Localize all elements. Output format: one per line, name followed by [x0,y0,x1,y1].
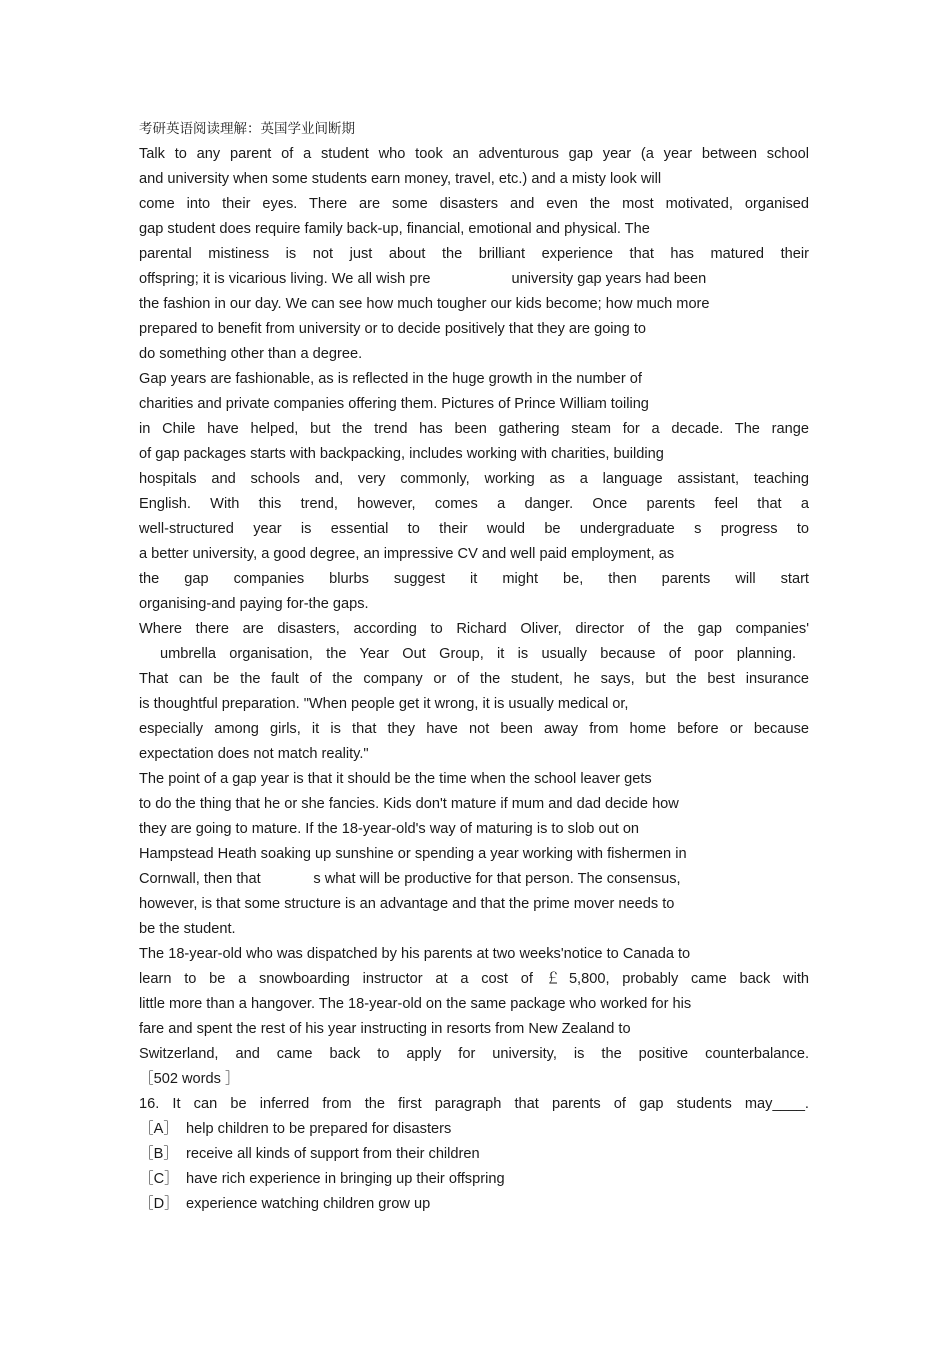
passage-line: Cornwall, then that s what will be productive for that person. The consensus, [139,871,681,887]
passage-line: hospitals and schools and, very commonly, working as a language assistant, teaching [139,471,809,487]
option-text: have rich experience in bringing up their offspring [186,1171,505,1187]
option-text: experience watching children grow up [186,1196,431,1212]
passage-line: Gap years are fashionable, as is reflected in the huge growth in the number of [139,371,642,387]
passage-line: offspring; it is vicarious living. We all wish pre university gap years had been [139,271,707,287]
passage-line: fare and spent the rest of his year instructing in resorts from New Zealand to [139,1021,631,1037]
passage-line: especially among girls, it is that they have not been away from home before or because [139,721,809,737]
passage-line: be the student. [139,921,236,937]
passage-line: they are going to mature. If the 18-year-old's way of maturing is to slob out on [139,821,640,837]
passage-line: the fashion in our day. We can see how much tougher our kids become; how much more [139,296,710,312]
passage-line: The point of a gap year is that it should be the time when the school leaver gets [139,771,652,787]
passage-line: is thoughtful preparation. "When people get it wrong, it is usually medical or, [139,696,629,712]
passage-line: do something other than a degree. [139,346,363,362]
question-stem: 16. It can be inferred from the first paragraph that parents of gap students may____. [139,1096,809,1112]
passage-line: charities and private companies offering them. Pictures of Prince William toiling [139,396,649,412]
passage-line: little more than a hangover. The 18-year-old on the same package who worked for his [139,996,692,1012]
passage-line: Hampstead Heath soaking up sunshine or spending a year working with fishermen in [139,846,687,862]
passage-line: That can be the fault of the company or of the student, he says, but the best insurance [139,671,809,687]
passage-line: and university when some students earn money, travel, etc.) and a misty look will [139,171,662,187]
option-letter: ［B］ [139,1146,178,1162]
passage-line: of gap packages starts with backpacking, includes working with charities, building [139,446,664,462]
passage-line: umbrella organisation, the Year Out Group, it is usually because of poor planning. [160,646,796,662]
answer-option-b[interactable] [139,1143,480,1165]
option-letter: ［D］ [139,1196,179,1212]
passage-line: organising-and paying for-the gaps. [139,596,369,612]
passage-line: well-structured year is essential to their would be undergraduate s progress to [139,521,809,537]
passage-line: Talk to any parent of a student who took an adventurous gap year (a year between school [139,146,809,162]
passage-line: gap student does require family back-up, financial, emotional and physical. The [139,221,650,237]
passage-line: prepared to benefit from university or to decide positively that they are going to [139,321,647,337]
passage-line: The 18-year-old who was dispatched by his parents at two weeks'notice to Canada to [139,946,691,962]
option-letter: ［C］ [139,1171,179,1187]
passage-line: parental mistiness is not just about the brilliant experience that has matured their [139,246,809,262]
passage-line: English. With this trend, however, comes a danger. Once parents feel that a [139,496,809,512]
document-title: 考研英语阅读理解：英国学业间断期 [139,121,355,137]
passage-line: however, is that some structure is an advantage and that the prime mover needs to [139,896,675,912]
option-letter: ［A］ [139,1121,178,1137]
option-text: help children to be prepared for disasters [186,1121,452,1137]
answer-option-d[interactable] [139,1193,430,1215]
passage-line: a better university, a good degree, an impressive CV and well paid employment, as [139,546,675,562]
passage-line: Switzerland, and came back to apply for university, is the positive counterbalance. [139,1046,809,1062]
passage-line: come into their eyes. There are some disasters and even the most motivated, organised [139,196,809,212]
word-count: ［502 words ］ [139,1071,240,1087]
passage-line: to do the thing that he or she fancies. Kids don't mature if mum and dad decide how [139,796,679,812]
passage-line: learn to be a snowboarding instructor at a cost of ￡5,800, probably came back with [139,971,809,987]
passage-line: expectation does not match reality." [139,746,369,762]
answer-option-a[interactable] [139,1118,451,1140]
passage-line: the gap companies blurbs suggest it might be, then parents will start [139,571,809,587]
option-text: receive all kinds of support from their children [186,1146,480,1162]
passage-line: Where there are disasters, according to Richard Oliver, director of the gap companies' [139,621,809,637]
answer-option-c[interactable] [139,1168,505,1190]
passage-line: in Chile have helped, but the trend has been gathering steam for a decade. The range [139,421,809,437]
